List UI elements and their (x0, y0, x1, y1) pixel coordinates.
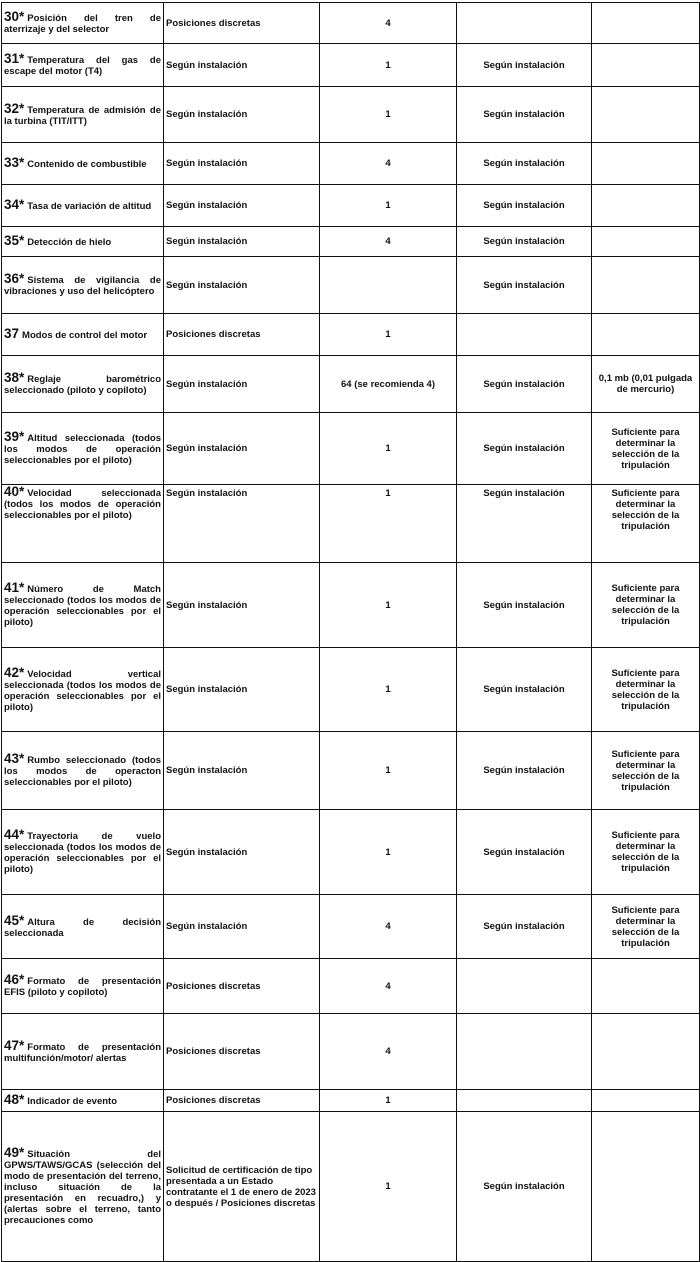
interval-cell: 1 (320, 44, 457, 87)
parameter-description: Velocidad seleccionada (todos los modos de operación seleccionables por el piloto) (4, 488, 161, 521)
accuracy-cell: Según instalación (457, 44, 592, 87)
accuracy-cell: Según instalación (457, 227, 592, 257)
parameter-cell (2, 257, 164, 314)
table-row (2, 810, 700, 895)
parameter-number: 45* (4, 912, 25, 928)
table-row (2, 3, 700, 44)
parameter-description: Posición del tren de aterrizaje y del selector (4, 13, 161, 35)
parameter-number: 36* (4, 271, 25, 286)
range-cell: Según instalación (164, 185, 320, 227)
interval-cell: 1 (320, 648, 457, 732)
resolution-cell (592, 314, 700, 356)
table-row (2, 314, 700, 356)
parameter-number: 35* (4, 233, 25, 248)
range-cell: Según instalación (164, 227, 320, 257)
table-row (2, 959, 700, 1014)
parameter-description: Altura de decisión seleccionada (4, 916, 161, 939)
accuracy-cell (457, 1014, 592, 1090)
resolution-cell (592, 185, 700, 227)
range-cell: Según instalación (164, 810, 320, 895)
interval-cell: 4 (320, 3, 457, 44)
parameter-description: Indicador de evento (27, 1096, 118, 1107)
parameter-number: 34* (4, 197, 25, 212)
range-cell: Según instalación (164, 895, 320, 959)
table-row (2, 185, 700, 227)
resolution-cell (592, 143, 700, 185)
accuracy-cell (457, 314, 592, 356)
resolution-cell (592, 959, 700, 1014)
parameter-cell (2, 87, 164, 143)
parameter-number: 42* (4, 664, 25, 680)
range-cell: Posiciones discretas (164, 1014, 320, 1090)
interval-cell (320, 257, 457, 314)
parameter-cell (2, 648, 164, 732)
parameter-number: 44* (4, 827, 25, 842)
resolution-cell (592, 1014, 700, 1090)
accuracy-cell: Según instalación (457, 810, 592, 895)
resolution-cell: Suficiente para determinar la selección de la tripulación (592, 485, 700, 563)
parameter-number: 43* (4, 751, 25, 766)
resolution-cell (592, 257, 700, 314)
parameter-cell (2, 3, 164, 44)
resolution-cell: Suficiente para determinar la selección de la tripulación (592, 563, 700, 648)
range-cell: Posiciones discretas (164, 3, 320, 44)
parameter-number: 39* (4, 429, 25, 444)
resolution-cell (592, 1112, 700, 1262)
accuracy-cell: Según instalación (457, 143, 592, 185)
parameter-description: Número de Match seleccionado (todos los modos de operación seleccionables por el piloto) (4, 584, 161, 628)
parameter-cell (2, 356, 164, 413)
interval-cell: 1 (320, 314, 457, 356)
parameter-number: 30* (4, 9, 25, 24)
parameter-description: Contenido de combustible (27, 159, 147, 170)
interval-cell: 4 (320, 959, 457, 1014)
range-cell: Según instalación (164, 356, 320, 413)
table-row (2, 485, 700, 563)
parameter-cell (2, 413, 164, 485)
parameter-number: 32* (4, 100, 25, 116)
parameter-number: 49* (4, 1145, 25, 1160)
parameter-description: Formato de presentación multifunción/motor/ alertas (4, 1041, 161, 1064)
accuracy-cell: Según instalación (457, 257, 592, 314)
accuracy-cell: Según instalación (457, 895, 592, 959)
range-cell: Posiciones discretas (164, 959, 320, 1014)
accuracy-cell: Según instalación (457, 648, 592, 732)
table-row (2, 563, 700, 648)
resolution-cell (592, 1090, 700, 1112)
parameter-cell (2, 44, 164, 87)
interval-cell: 64 (se recomienda 4) (320, 356, 457, 413)
parameter-cell (2, 563, 164, 648)
accuracy-cell: Según instalación (457, 413, 592, 485)
parameter-description: Altitud seleccionada (todos los modos de operación seleccionables por el piloto) (4, 433, 161, 466)
parameter-cell (2, 227, 164, 257)
table-row (2, 732, 700, 810)
parameter-cell (2, 959, 164, 1014)
accuracy-cell (457, 959, 592, 1014)
parameters-table (1, 2, 700, 1262)
interval-cell: 1 (320, 87, 457, 143)
range-cell: Según instalación (164, 44, 320, 87)
table-row (2, 1112, 700, 1262)
range-cell: Según instalación (164, 87, 320, 143)
parameter-number: 41* (4, 580, 25, 595)
accuracy-cell: Según instalación (457, 185, 592, 227)
table-row (2, 44, 700, 87)
parameter-description: Velocidad vertical seleccionada (todos los modos de operación seleccionables por el piloto) (4, 668, 161, 713)
parameter-number: 37 (4, 326, 20, 341)
accuracy-cell: Según instalación (457, 485, 592, 563)
table-row (2, 1090, 700, 1112)
interval-cell: 1 (320, 563, 457, 648)
range-cell: Solicitud de certificación de tipo presentada a un Estado contratante el 1 de enero de 2023 o después / Posiciones discretas (164, 1112, 320, 1262)
table-row (2, 257, 700, 314)
parameter-description: Sistema de vigilancia de vibraciones y uso del helicóptero (4, 275, 161, 297)
table-row (2, 87, 700, 143)
parameter-number: 38* (4, 370, 25, 385)
interval-cell: 4 (320, 895, 457, 959)
resolution-cell (592, 44, 700, 87)
table-row (2, 1014, 700, 1090)
parameter-description: Reglaje barométrico seleccionado (piloto y copiloto) (4, 374, 161, 396)
table-row (2, 413, 700, 485)
resolution-cell: 0,1 mb (0,01 pulgada de mercurio) (592, 356, 700, 413)
range-cell: Posiciones discretas (164, 1090, 320, 1112)
parameter-number: 33* (4, 155, 25, 170)
interval-cell: 4 (320, 143, 457, 185)
table-row (2, 895, 700, 959)
table-row (2, 143, 700, 185)
resolution-cell (592, 227, 700, 257)
range-cell: Según instalación (164, 648, 320, 732)
range-cell: Según instalación (164, 413, 320, 485)
parameter-cell (2, 1090, 164, 1112)
interval-cell: 4 (320, 1014, 457, 1090)
parameter-description: Tasa de variación de altitud (27, 201, 152, 212)
parameter-cell (2, 185, 164, 227)
resolution-cell: Suficiente para determinar la selección de la tripulación (592, 895, 700, 959)
interval-cell: 1 (320, 1112, 457, 1262)
resolution-cell: Suficiente para determinar la selección de la tripulación (592, 810, 700, 895)
table-row (2, 356, 700, 413)
parameter-number: 40* (4, 484, 25, 499)
interval-cell: 1 (320, 485, 457, 563)
resolution-cell (592, 3, 700, 44)
resolution-cell: Suficiente para determinar la selección de la tripulación (592, 413, 700, 485)
resolution-cell: Suficiente para determinar la selección de la tripulación (592, 648, 700, 732)
interval-cell: 1 (320, 732, 457, 810)
accuracy-cell: Según instalación (457, 563, 592, 648)
parameter-cell (2, 1014, 164, 1090)
parameter-number: 31* (4, 51, 25, 66)
interval-cell: 1 (320, 1090, 457, 1112)
resolution-cell: Suficiente para determinar la selección de la tripulación (592, 732, 700, 810)
parameter-cell (2, 143, 164, 185)
parameter-description: Modos de control del motor (22, 330, 148, 341)
parameter-cell (2, 732, 164, 810)
parameter-description: Temperatura del gas de escape del motor (T4) (4, 55, 161, 77)
parameter-description: Detección de hielo (27, 237, 112, 248)
parameter-description: Situación del GPWS/TAWS/GCAS (selección del modo de presentación del terreno, incluso situación de la presentación en recuadro,) y (alertas sobre el terreno, tanto precauciones como (4, 1149, 161, 1226)
interval-cell: 4 (320, 227, 457, 257)
accuracy-cell: Según instalación (457, 87, 592, 143)
parameter-description: Rumbo seleccionado (todos los modos de operacton seleccionables por el piloto) (4, 755, 161, 788)
parameter-cell (2, 314, 164, 356)
range-cell: Según instalación (164, 257, 320, 314)
parameter-number: 46* (4, 972, 25, 987)
interval-cell: 1 (320, 185, 457, 227)
parameter-cell (2, 1112, 164, 1262)
interval-cell: 1 (320, 413, 457, 485)
table-row (2, 227, 700, 257)
accuracy-cell: Según instalación (457, 1112, 592, 1262)
resolution-cell (592, 87, 700, 143)
parameter-cell (2, 485, 164, 563)
accuracy-cell: Según instalación (457, 356, 592, 413)
parameter-cell (2, 895, 164, 959)
interval-cell: 1 (320, 810, 457, 895)
parameter-description: Formato de presentación EFIS (piloto y copiloto) (4, 976, 161, 998)
parameter-description: Trayectoria de vuelo seleccionada (todos los modos de operación seleccionables por el piloto) (4, 831, 161, 875)
table-row (2, 648, 700, 732)
range-cell: Según instalación (164, 563, 320, 648)
range-cell: Según instalación (164, 732, 320, 810)
range-cell: Según instalación (164, 485, 320, 563)
range-cell: Según instalación (164, 143, 320, 185)
parameter-cell (2, 810, 164, 895)
parameter-number: 48* (4, 1092, 25, 1107)
accuracy-cell: Según instalación (457, 732, 592, 810)
accuracy-cell (457, 3, 592, 44)
range-cell: Posiciones discretas (164, 314, 320, 356)
parameter-description: Temperatura de admisión de la turbina (TIT/ITT) (4, 104, 161, 127)
parameter-number: 47* (4, 1037, 25, 1053)
accuracy-cell (457, 1090, 592, 1112)
